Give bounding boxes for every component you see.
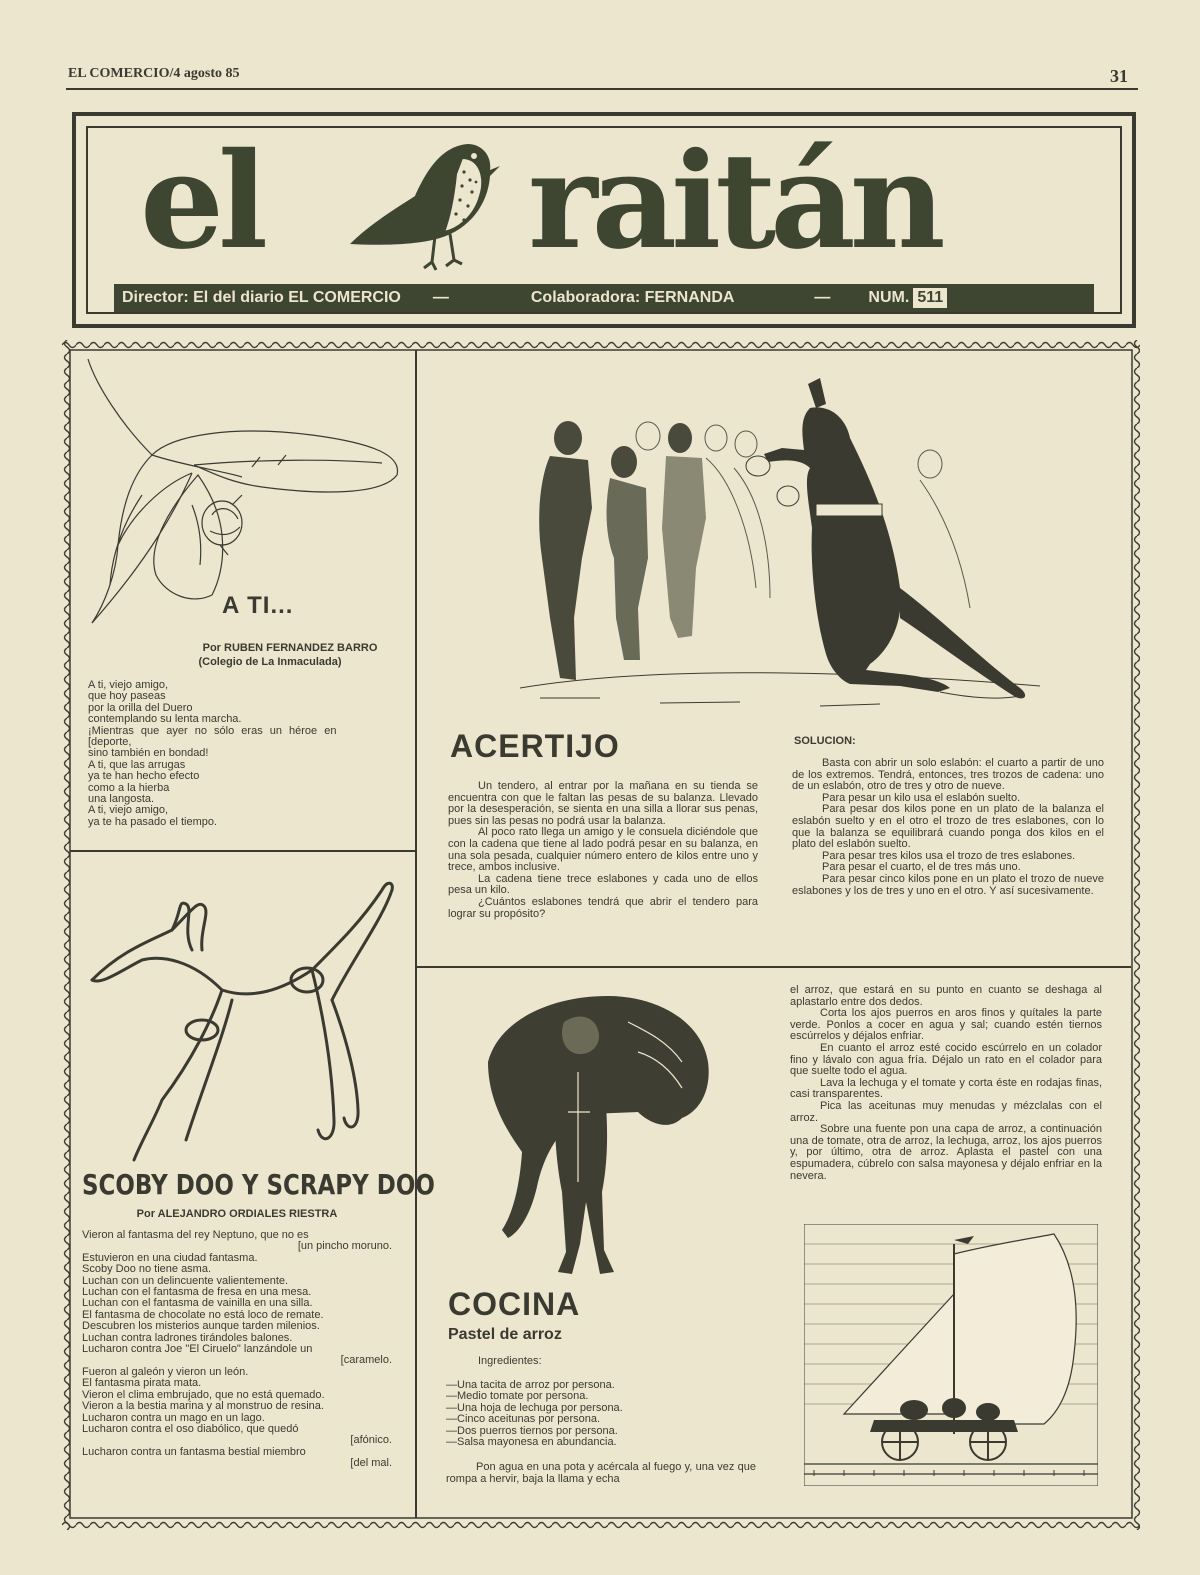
ingredient-item: —Cinco aceitunas por persona. [446, 1413, 601, 1426]
poem-line: A ti, que las arrugas [88, 758, 186, 771]
solucion-title: SOLUCION: [794, 735, 856, 747]
poem-line: Vieron a la bestia marina y al monstruo de resina. [82, 1400, 324, 1413]
poem-line: Luchan con el fantasma de fresa en una mesa. [82, 1286, 312, 1299]
separator-dash: — [432, 289, 449, 306]
poem-line: ¡Mientras que ayer no sólo eras un héroe en [88, 724, 337, 737]
ingredient-item: —Una hoja de lechuga por persona. [446, 1401, 623, 1414]
issue-number-label: NUM. [868, 289, 910, 306]
acertijo-paragraph: La cadena tiene trece eslabones y cada uno de ellos pesa un kilo. [448, 872, 758, 897]
ingredient-item: —Salsa mayonesa en abundancia. [446, 1436, 617, 1449]
ingredient-item: —Dos puerros tiernos por persona. [446, 1424, 618, 1437]
cocina-title: COCINA [448, 1286, 581, 1322]
collaborator-credit: Colaboradora: FERNANDA [530, 289, 735, 306]
masthead [72, 112, 1136, 328]
poem-line: Lucharon contra el oso diabólico, que quedó [82, 1422, 299, 1435]
acertijo-body [448, 781, 758, 920]
page-number: 31 [1110, 66, 1128, 86]
cocina-paragraph: Corta los ajos puerros en aros finos y quítales la parte verde. Ponlos a cocer en agua y sal; cuando estén tiernos escúrrelos y déjalos enfriar. [790, 1007, 1102, 1043]
solucion-paragraph: Para pesar dos kilos pone en un plato de la balanza el eslabón suelto y en el otro el trozo de tres eslabones, con lo que la balanza se equilibrará cuando ponga dos kilos en el plato del eslabón suelto. [792, 803, 1104, 851]
poem-scoby-title: SCOBY DOO Y SCRAPY DOO [82, 1168, 435, 1201]
director-credit: Director: El del diario EL COMERCIO [122, 289, 401, 306]
poem-line: [del mal. [350, 1457, 392, 1470]
poem-line: ya te ha pasado el tiempo. [88, 815, 218, 828]
poem-line: [deporte, [88, 736, 132, 749]
cocina-subtitle: Pastel de arroz [448, 1326, 562, 1343]
separator-dash: — [814, 289, 831, 306]
poem-line: [un pincho moruno. [297, 1240, 392, 1253]
solucion-paragraph: Para pesar tres kilos usa el trozo de tres eslabones. [822, 849, 1076, 862]
ingredient-item: —Una tacita de arroz por persona. [446, 1379, 615, 1391]
masthead-word-raitan: raitán [528, 124, 940, 279]
poem-line: por la orilla del Duero [88, 701, 193, 714]
acertijo-paragraph: ¿Cuántos eslabones tendrá que abrir el tendero para lograr su propósito? [448, 895, 758, 920]
cocina-paragraph: Pica las aceitunas muy menudas y mézclalas con el arroz. [790, 1099, 1102, 1124]
poem-line: Fueron al galeón y vieron un león. [82, 1365, 249, 1378]
poem-line: El fantasma pirata mata. [82, 1377, 202, 1390]
poem-title: A TI... [222, 592, 294, 619]
cocina-intro [446, 1462, 756, 1485]
leaf-branch-illustration [82, 355, 412, 625]
cocina-body [790, 985, 1102, 1182]
newspaper-date-header: EL COMERCIO/4 agosto 85 [68, 66, 240, 81]
poem-line: una langosta. [88, 793, 155, 806]
masthead-info-bar [114, 284, 1094, 312]
poem-line: Luchan con un delincuente valientemente. [82, 1274, 289, 1287]
poem-line: Lucharon contra Joe "El Ciruelo" lanzándole un [82, 1343, 313, 1356]
kangaroo-boxing-engraving-illustration [520, 368, 1040, 713]
poem-line: Luchan con el fantasma de vainilla en una silla. [82, 1297, 313, 1310]
cocina-paragraph: Pon agua en una pota y acércala al fuego y, una vez que rompa a hervir, baja la llama y echa [446, 1461, 756, 1485]
masthead-word-el: el [140, 124, 263, 279]
poem-byline: Por RUBEN FERNANDEZ BARRO [202, 642, 378, 654]
acertijo-paragraph: Un tendero, al entrar por la mañana en su tienda se encuentra con que le faltan las pesas de su balanza. Llevado por la desesperación, se sienta en una silla a llorar sus penas, pues sin las pesas no podrá usar la balanza. [448, 780, 758, 827]
poem-line: ya te han hecho efecto [88, 770, 200, 783]
solucion-paragraph: Para pesar un kilo usa el eslabón suelto. [822, 791, 1021, 804]
poem-line: Descubren los misterios aunque tarden milenios. [82, 1320, 320, 1333]
header-rule [66, 88, 1138, 90]
poem-line: sino también en bondad! [88, 747, 209, 760]
issue-number-value: 511 [913, 288, 947, 308]
ingredients-list [446, 1380, 756, 1448]
poem-line: El fantasma de chocolate no está loco de remate. [82, 1308, 324, 1321]
poem-line: Luchan contra ladrones tirándoles balones. [82, 1331, 293, 1344]
poem-line: Vieron el clima embrujado, que no está quemado. [82, 1388, 325, 1401]
poem-line: Estuvieron en una ciudad fantasma. [82, 1251, 258, 1264]
cocina-paragraph: En cuanto el arroz esté cocido escúrrelo en un colador fino y lávalo con agua fría. Déjalo un rato en el colador para que suelte todo el agua. [790, 1041, 1102, 1078]
poem-line: Lucharon contra un fantasma bestial miembro [82, 1445, 306, 1458]
poem-line: Vieron al fantasma del rey Neptuno, que no es [82, 1229, 309, 1241]
poem-line: [afónico. [350, 1434, 392, 1447]
solucion-paragraph: Basta con abrir un solo eslabón: el cuarto a partir de uno de los extremos. Tendrá, entonces, tres trozos de cadena: uno de un eslabón, otro de tres y otro de nueve. [792, 757, 1104, 793]
row-divider [415, 966, 1131, 968]
cocina-paragraph: Sobre una fuente pon una capa de arroz, a continuación una de tomate, otra de arroz, la lechuga, arroz, los ajos puerros y, por último, otra de arroz. Aplasta el pastel con una espumadera, cúbrelo con salsa mayonesa y déjalo enfriar en la nevera. [790, 1123, 1102, 1182]
solucion-paragraph: Para pesar el cuarto, el de tres más uno. [822, 861, 1021, 874]
poem-line: A ti, viejo amigo, [88, 679, 169, 691]
poem-line: [caramelo. [340, 1354, 392, 1367]
poem-scoby-text [82, 1230, 392, 1470]
poem-line: como a la hierba [88, 781, 170, 794]
solucion-paragraph: Para pesar cinco kilos pone en un plato el trozo de nueve eslabones y los de tres y uno en el otro. Y así sucesivamente. [792, 872, 1104, 897]
poem-line: Lucharon contra un mago en un lago. [82, 1411, 265, 1424]
poem-line: A ti, viejo amigo, [88, 804, 169, 817]
acertijo-paragraph: Al poco rato llega un amigo y le consuela diciéndole que con la cadena que tiene al lado podrá pesar en su balanza, en una sola pesada, cualquier número entero de kilos entre uno y trece, ambos inclusive. [448, 826, 758, 874]
poem-line: contemplando su lenta marcha. [88, 713, 242, 726]
row-divider [70, 850, 416, 852]
cocina-paragraph: el arroz, que estará en su punto en cuanto se deshaga al aplastarlo entre dos dedos. [790, 984, 1102, 1008]
column-divider [415, 350, 417, 1518]
poem-scoby-byline: Por ALEJANDRO ORDIALES RIESTRA [136, 1208, 338, 1220]
acertijo-title: ACERTIJO [450, 728, 620, 764]
sail-wagon-engraving-illustration [804, 1224, 1098, 1486]
cocina-paragraph: Lava la lechuga y el tomate y corta éste en rodajas finas, casi transparentes. [790, 1076, 1102, 1101]
robin-bird-logo-icon [340, 134, 500, 274]
poem-line: Scoby Doo no tiene asma. [82, 1263, 212, 1276]
poem-byline-school: (Colegio de La Inmaculada) [198, 656, 342, 668]
ingredient-item: —Medio tomate por persona. [446, 1390, 589, 1403]
poem-a-ti-text [88, 680, 400, 828]
solucion-body [792, 758, 1104, 897]
dog-line-drawing-illustration [82, 860, 412, 1170]
poem-line: que hoy paseas [88, 690, 166, 703]
masthead-inner-frame [86, 126, 1122, 314]
man-carrying-lion-engraving-illustration [468, 982, 716, 1282]
ingredients-label: Ingredientes: [478, 1355, 542, 1367]
